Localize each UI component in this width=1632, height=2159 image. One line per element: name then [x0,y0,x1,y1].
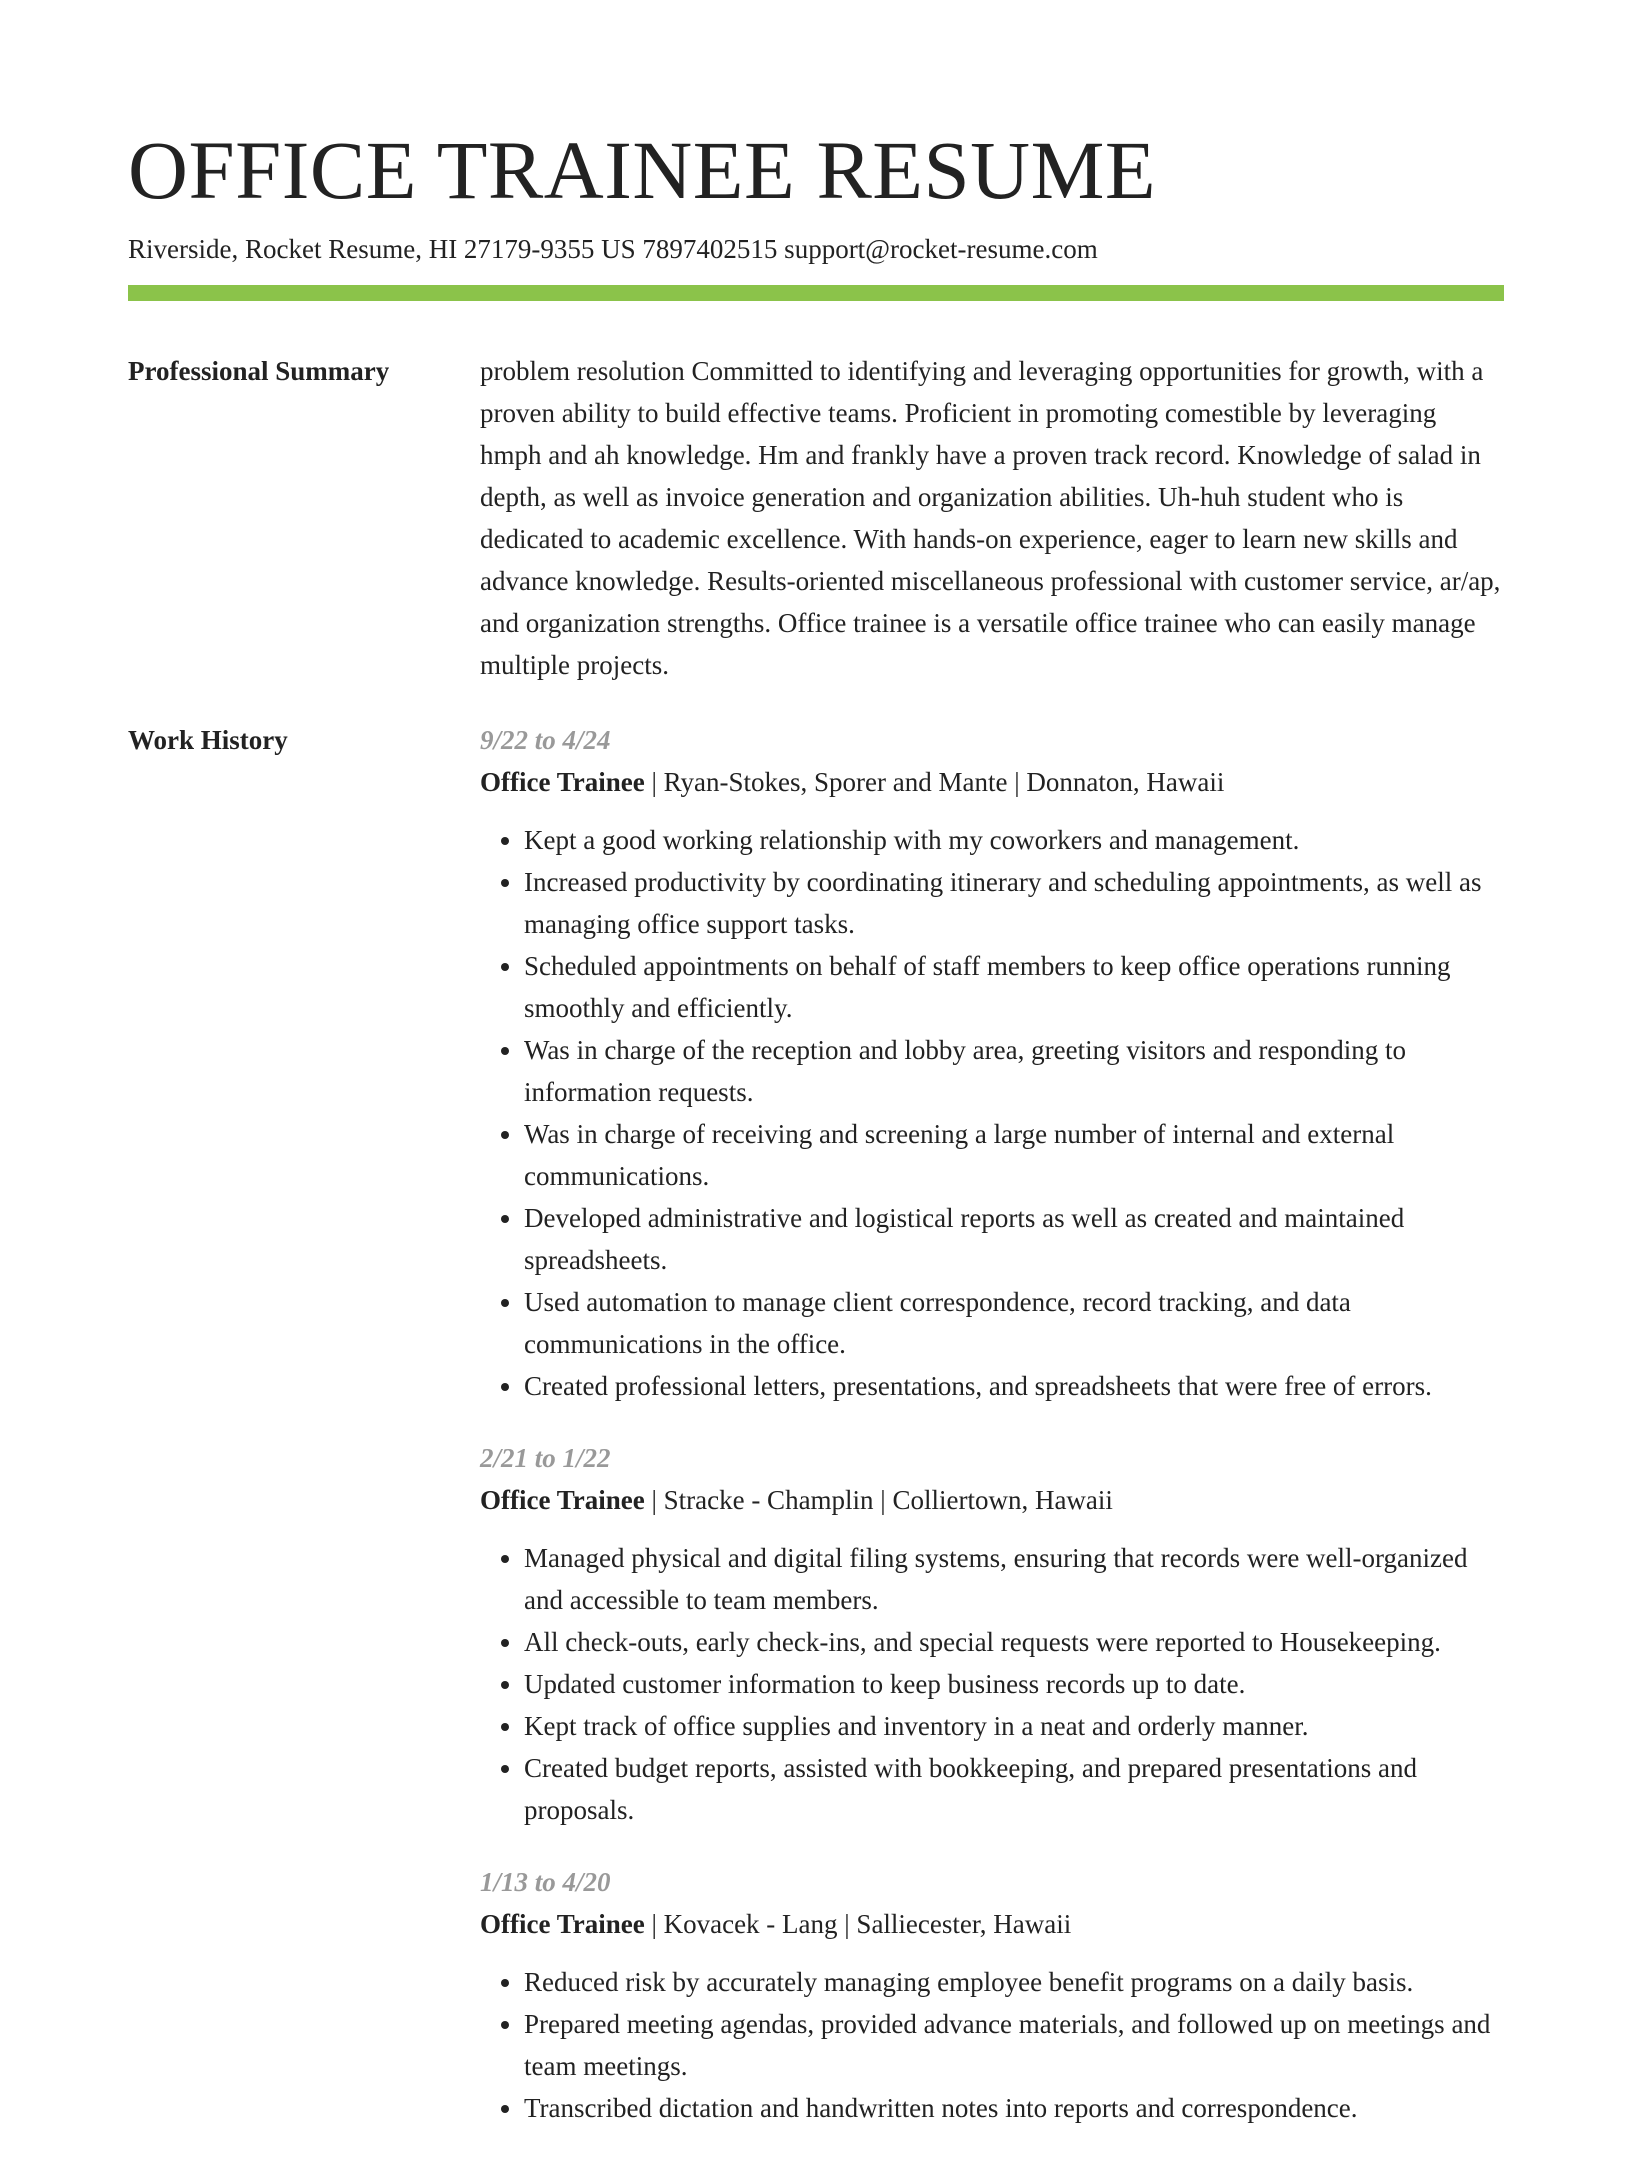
job-details: | Stracke - Champlin | Colliertown, Hawaii [644,1485,1113,1515]
job-bullets [480,1961,1504,2129]
accent-divider [128,285,1504,301]
job-heading [480,1903,1504,1945]
job-bullet: • Kept a good working relationship with my coworkers and management. [524,819,1504,861]
job-bullets [480,819,1504,1407]
job-bullet: • Kept track of office supplies and inventory in a neat and orderly manner. [524,1705,1504,1747]
job-details: | Ryan-Stokes, Sporer and Mante | Donnaton, Hawaii [644,767,1225,797]
job-bullet: • All check-outs, early check-ins, and special requests were reported to Housekeeping. [524,1621,1504,1663]
job-bullet: • Transcribed dictation and handwritten notes into reports and correspondence. [524,2087,1504,2129]
contact-line: Riverside, Rocket Resume, HI 27179-9355 US 7897402515 support@rocket-resume.com [128,234,1098,264]
job-bullet: • Reduced risk by accurately managing employee benefit programs on a daily basis. [524,1961,1504,2003]
job-title: Office Trainee [480,767,645,797]
job-dates: 2/21 to 1/22 [480,1443,611,1473]
job-dates: 9/22 to 4/24 [480,725,611,755]
job-bullet: • Managed physical and digital filing systems, ensuring that records were well-organized and accessible to team members. [524,1537,1504,1621]
job-entry [480,1861,1504,2129]
job-title: Office Trainee [480,1485,645,1515]
job-entry [480,1437,1504,1831]
job-bullet: • Created budget reports, assisted with bookkeeping, and prepared presentations and proposals. [524,1747,1504,1831]
job-bullet: • Developed administrative and logistical reports as well as created and maintained spreadsheets. [524,1197,1504,1281]
job-bullet: • Was in charge of receiving and screening a large number of internal and external communications. [524,1113,1504,1197]
job-bullet: • Used automation to manage client correspondence, record tracking, and data communications in the office. [524,1281,1504,1365]
resume-title: OFFICE TRAINEE RESUME [128,124,1157,216]
job-details: | Kovacek - Lang | Salliecester, Hawaii [644,1909,1072,1939]
summary-text: problem resolution Committed to identifying and leveraging opportunities for growth, with a proven ability to build effective teams. Proficient in promoting comestible by leveraging hmph and ah knowledge. Hm and frankly have a proven track record. Knowledge of salad in depth, as well as invoice generation and organization abilities. Uh-huh student who is dedicated to academic excellence. With hands-on experience, eager to learn new skills and advance knowledge. Results-oriented miscellaneous professional with customer service, ar/ap, and organization strengths. Office trainee is a versatile office trainee who can easily manage multiple projects. [480,356,1501,680]
job-dates: 1/13 to 4/20 [480,1867,611,1897]
job-bullet: • Updated customer information to keep business records up to date. [524,1663,1504,1705]
job-entry [480,719,1504,1407]
work-history-heading: Work History [128,725,288,755]
job-heading [480,1479,1504,1521]
job-heading [480,761,1504,803]
job-title: Office Trainee [480,1909,645,1939]
job-bullet: • Created professional letters, presentations, and spreadsheets that were free of errors. [524,1365,1504,1407]
job-bullet: • Increased productivity by coordinating itinerary and scheduling appointments, as well as managing office support tasks. [524,861,1504,945]
summary-heading: Professional Summary [128,356,390,386]
job-bullet: • Scheduled appointments on behalf of staff members to keep office operations running smoothly and efficiently. [524,945,1504,1029]
job-bullets [480,1537,1504,1831]
job-bullet: • Was in charge of the reception and lobby area, greeting visitors and responding to information requests. [524,1029,1504,1113]
summary-body [480,350,1504,686]
work-history-body [480,719,1504,2159]
job-bullet: • Prepared meeting agendas, provided advance materials, and followed up on meetings and team meetings. [524,2003,1504,2087]
